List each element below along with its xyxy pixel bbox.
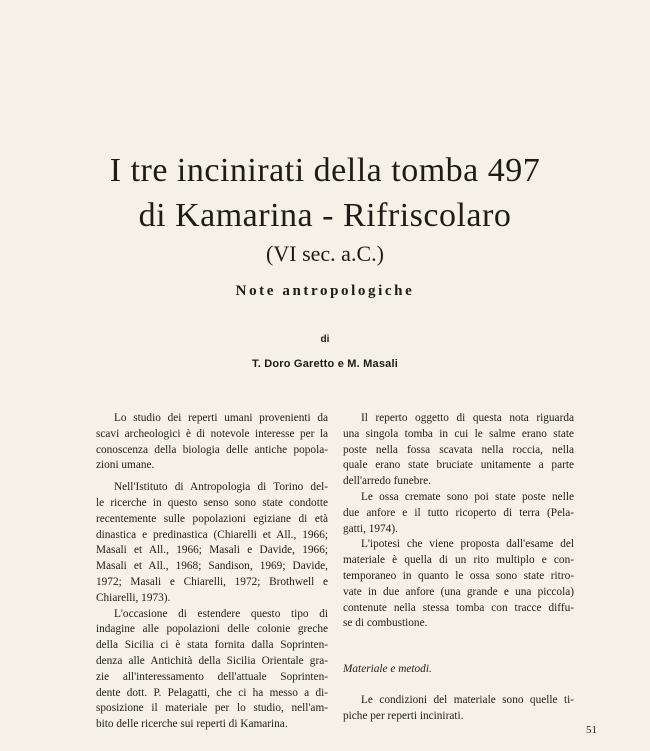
body-line: L'ipotesi che viene proposta dall'esame del bbox=[361, 538, 574, 551]
byline-di: di bbox=[320, 334, 330, 345]
body-line: recentemente sulle popolazioni egiziane di età bbox=[96, 512, 328, 525]
body-line: indagine alle popolazioni delle colonie greche bbox=[96, 623, 328, 636]
subtitle: Note antropologiche bbox=[235, 283, 415, 299]
body-line: vate in due anfore (una grande e una piccola) bbox=[343, 585, 574, 598]
body-line: una singola tomba in cui le salme erano state bbox=[343, 427, 574, 440]
body-line: denza alle Antichità della Sicilia Orientale gra- bbox=[96, 654, 328, 667]
page-number: 51 bbox=[586, 724, 597, 736]
body-line: L'occasione di estendere questo tipo di bbox=[114, 607, 328, 620]
body-line: dell'arredo funebre. bbox=[343, 475, 431, 488]
body-line: quale erano state bruciate unitamente a parte bbox=[343, 459, 574, 472]
section-heading: Materiale e metodi. bbox=[343, 663, 432, 676]
body-line: scavi archeologici è di notevole interesse per la bbox=[96, 427, 328, 440]
body-line: della Sicilia ci è stata fornita dalla Soprinten- bbox=[96, 639, 328, 652]
body-line: se di combustione. bbox=[343, 617, 428, 630]
body-line: gatti, 1974). bbox=[343, 522, 398, 535]
body-line: poste nella fossa scavata nella roccia, nella bbox=[343, 443, 574, 456]
body-line: Masali et All., 1968; Sandison, 1969; Davide, bbox=[96, 560, 328, 573]
body-line: sposizione il materiale per lo studio, nell'am- bbox=[96, 702, 328, 715]
body-line: conoscenza della biologia delle antiche popola- bbox=[96, 443, 328, 456]
body-line: Nell'Istituto di Antropologia di Torino del- bbox=[114, 481, 328, 494]
body-line: contenute nella stessa tomba con tracce diffu- bbox=[343, 601, 574, 614]
body-line: materiale è quella di un rito multiplo e con- bbox=[343, 554, 574, 567]
authors: T. Doro Garetto e M. Masali bbox=[252, 358, 398, 370]
body-line: piche per reperti incinirati. bbox=[343, 709, 464, 722]
body-line: 1972; Masali e Chiarelli, 1972; Brothwell e bbox=[96, 575, 328, 588]
body-line: due anfore e il tutto ricoperto di terra (Pela- bbox=[343, 506, 574, 519]
body-line: dinastica e predinastica (Chiarelli et All., 1966; bbox=[96, 528, 328, 541]
body-line: zioni umane. bbox=[96, 459, 155, 472]
body-line: Il reperto oggetto di questa nota riguarda bbox=[361, 412, 574, 424]
left-column bbox=[96, 411, 328, 733]
body-line: le ricerche in questo senso sono state condotte bbox=[96, 496, 328, 509]
title-line-1: I tre incinirati della tomba 497 bbox=[109, 152, 541, 189]
body-line: Chiarelli, 1973). bbox=[96, 591, 171, 604]
right-column bbox=[343, 411, 574, 725]
body-line: Le ossa cremate sono poi state poste nelle bbox=[361, 490, 574, 503]
body-line: bito delle ricerche sui reperti di Kamarina. bbox=[96, 718, 288, 731]
body-line: Le condizioni del materiale sono quelle ti- bbox=[361, 693, 574, 706]
title-line-2: di Kamarina - Rifriscolaro bbox=[138, 197, 512, 234]
body-line: Masali et All., 1966; Masali e Davide, 1966; bbox=[96, 544, 328, 557]
body-line: temporaneo in quanto le ossa sono state ritro- bbox=[343, 569, 574, 582]
body-line: zie all'interessamento dell'attuale Soprinten- bbox=[96, 670, 328, 683]
body-line: Lo studio dei reperti umani provenienti da bbox=[114, 412, 328, 424]
title-line-3: (VI sec. a.C.) bbox=[266, 241, 384, 266]
body-line: dente dott. P. Pelagatti, che ci ha messo a di- bbox=[96, 686, 328, 699]
